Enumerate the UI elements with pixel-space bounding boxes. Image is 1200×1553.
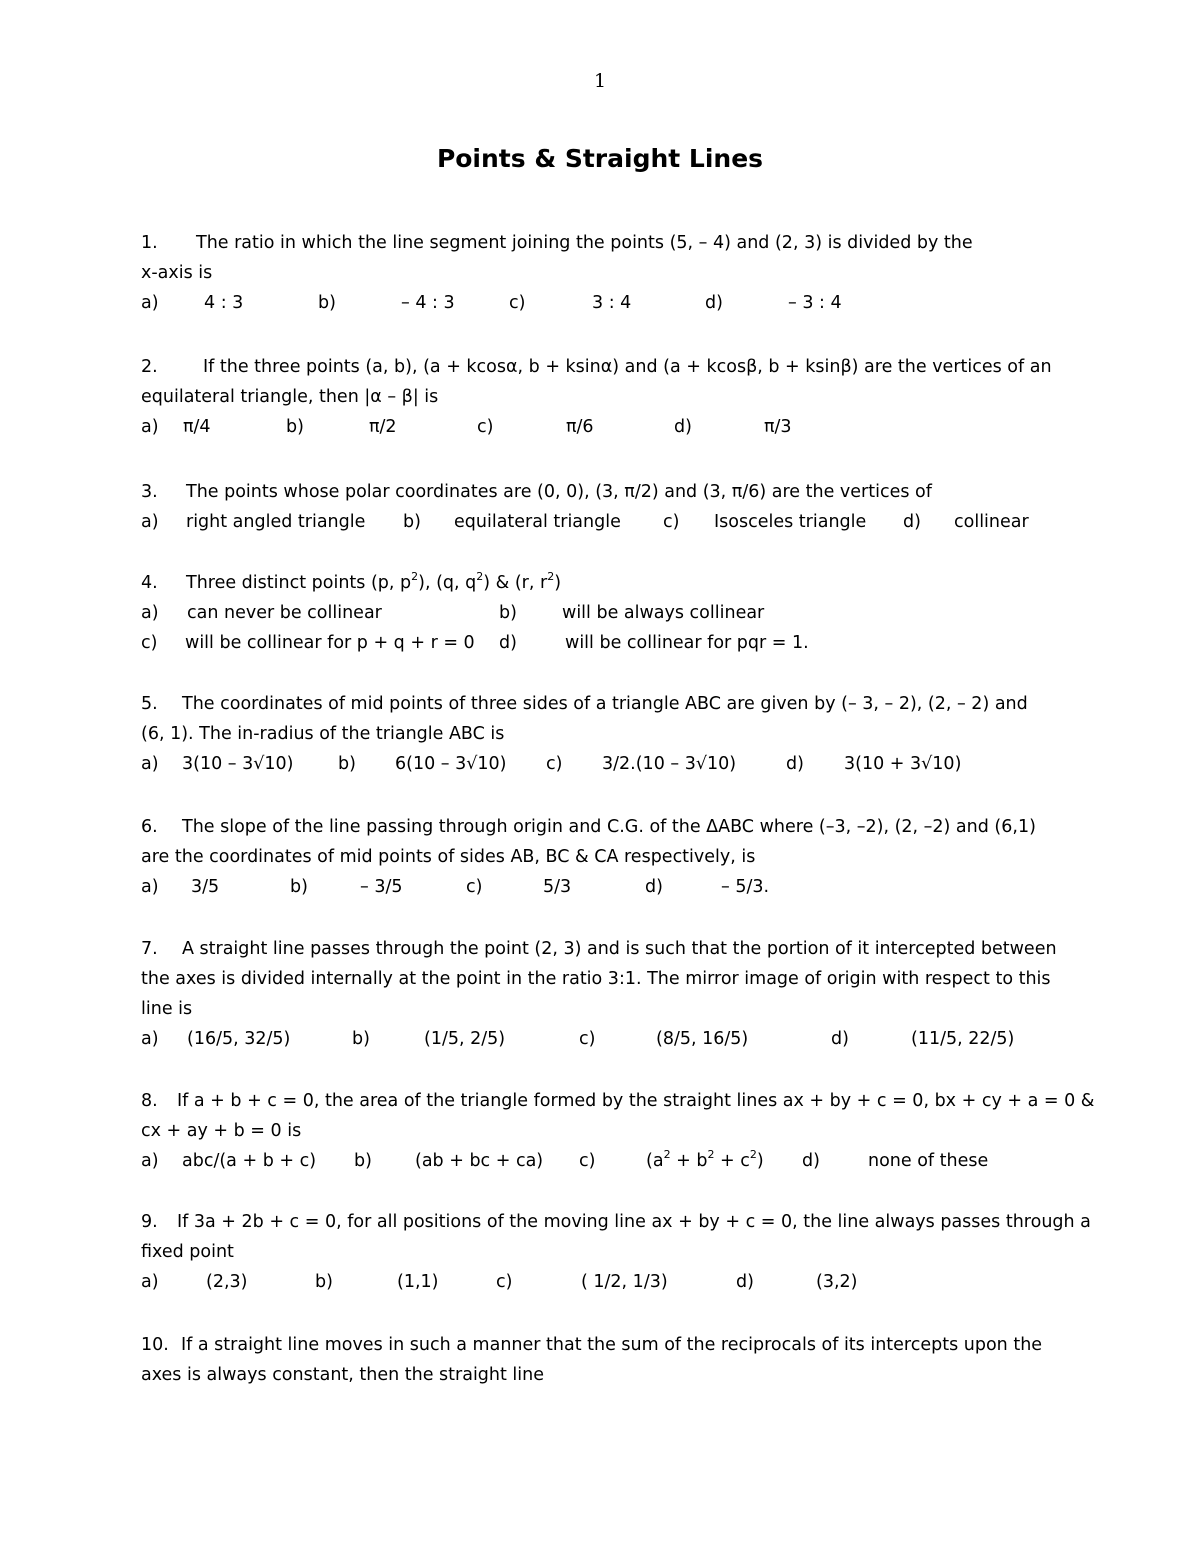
option-b-text: (1,1) — [397, 1272, 439, 1292]
option-c-text: will be collinear for p + q + r = 0 — [185, 633, 475, 653]
options-row — [141, 288, 1071, 318]
option-c-label: c) — [546, 754, 563, 774]
question-number: 8. — [141, 1091, 158, 1111]
question-number: 1. — [141, 233, 158, 253]
question-text: If 3a + 2b + c = 0, for all positions of the moving line ax + by + c = 0, the line always passes through a — [177, 1212, 1091, 1232]
options-row — [141, 412, 1071, 442]
option-d-label: d) — [786, 754, 804, 774]
option-b-label: b) — [315, 1272, 333, 1292]
option-c-label: c) — [509, 293, 526, 313]
option-b-label: b) — [352, 1029, 370, 1049]
option-d-label: d) — [645, 877, 663, 897]
option-d-text: – 3 : 4 — [788, 293, 842, 313]
question-1 — [141, 228, 1071, 318]
question-text: (6, 1). The in-radius of the triangle ABC is — [141, 724, 505, 744]
question-4 — [141, 568, 1071, 658]
option-b-label: b) — [290, 877, 308, 897]
option-d-text: π/3 — [764, 417, 792, 437]
question-text: Three distinct points (p, $p^2$), (q, $q^2$) & (r, $r^2$) — [186, 570, 562, 593]
option-c-label: c) — [579, 1029, 596, 1049]
options-row — [141, 1146, 1071, 1176]
option-b-label: b) — [318, 293, 336, 313]
question-stem — [141, 352, 1071, 382]
question-number: 4. — [141, 573, 158, 593]
option-b-text: – 4 : 3 — [401, 293, 455, 313]
question-number: 2. — [141, 357, 158, 377]
option-d-text: collinear — [954, 512, 1029, 532]
option-a-label: a) — [141, 417, 159, 437]
question-3 — [141, 477, 1071, 537]
question-text: cx + ay + b = 0 is — [141, 1121, 302, 1141]
option-b-label: b) — [354, 1151, 372, 1171]
question-text: The coordinates of mid points of three sides of a triangle ABC are given by (– 3, – 2), (2, – 2) and — [182, 694, 1028, 714]
option-b-text: will be always collinear — [562, 603, 765, 623]
question-text: axes is always constant, then the straight line — [141, 1365, 545, 1385]
option-a-label: a) — [141, 512, 159, 532]
option-b-label: b) — [499, 603, 517, 623]
question-text: A straight line passes through the point (2, 3) and is such that the portion of it intercepted between — [182, 939, 1057, 959]
option-b-text: equilateral triangle — [454, 512, 621, 532]
question-stem — [141, 1086, 1095, 1116]
options-row — [141, 749, 1071, 779]
options-row — [141, 628, 1071, 658]
question-text: fixed point — [141, 1242, 234, 1262]
option-c-label: c) — [466, 877, 483, 897]
page-number: 1 — [593, 70, 607, 92]
option-c-label: c) — [477, 417, 494, 437]
question-8 — [141, 1086, 1095, 1176]
question-number: 6. — [141, 817, 158, 837]
option-d-label: d) — [674, 417, 692, 437]
option-b-text: – 3/5 — [360, 877, 403, 897]
question-number: 10. — [141, 1335, 169, 1355]
option-a-text: right angled triangle — [186, 512, 366, 532]
option-a-text: can never be collinear — [187, 603, 382, 623]
question-text: The ratio in which the line segment joining the points (5, – 4) and (2, 3) is divided by the — [196, 233, 973, 253]
option-c-label: c) — [663, 512, 680, 532]
option-d-label: d) — [705, 293, 723, 313]
option-d-text: 3(10 + 3√10) — [844, 754, 962, 774]
option-d-label: d) — [499, 633, 517, 653]
option-b-text: (ab + bc + ca) — [415, 1151, 544, 1171]
question-stem — [141, 228, 1071, 258]
option-a-text: (2,3) — [206, 1272, 248, 1292]
option-c-text: 5/3 — [543, 877, 572, 897]
option-b-label: b) — [403, 512, 421, 532]
page-title: Points & Straight Lines — [436, 144, 764, 173]
option-c-label: c) — [496, 1272, 513, 1292]
option-c-text: Isosceles triangle — [714, 512, 867, 532]
option-a-text: abc/(a + b + c) — [182, 1151, 317, 1171]
option-a-text: 4 : 3 — [204, 293, 244, 313]
question-text: If the three points (a, b), (a + kcosα, b + ksinα) and (a + kcosβ, b + ksinβ) are the vertices of an — [203, 357, 1052, 377]
options-row — [141, 1267, 1071, 1297]
option-d-text: none of these — [868, 1151, 989, 1171]
question-6 — [141, 812, 1071, 902]
question-stem — [141, 477, 1071, 507]
option-c-text: ( 1/2, 1/3) — [581, 1272, 668, 1292]
option-a-label: a) — [141, 877, 159, 897]
option-c-text: π/6 — [566, 417, 594, 437]
option-b-text: (1/5, 2/5) — [424, 1029, 506, 1049]
question-text: If a + b + c = 0, the area of the triangle formed by the straight lines ax + by + c = 0, bx + cy + a = 0 & — [177, 1091, 1095, 1111]
option-b-label: b) — [286, 417, 304, 437]
question-stem — [141, 568, 1071, 598]
question-number: 7. — [141, 939, 158, 959]
option-a-text: (16/5, 32/5) — [187, 1029, 291, 1049]
question-9 — [141, 1207, 1091, 1297]
option-a-label: a) — [141, 1272, 159, 1292]
option-d-label: d) — [903, 512, 921, 532]
question-stem — [141, 689, 1071, 719]
option-b-text: π/2 — [369, 417, 397, 437]
question-text: line is — [141, 999, 193, 1019]
option-d-label: d) — [831, 1029, 849, 1049]
option-a-text: 3(10 – 3√10) — [182, 754, 294, 774]
option-a-label: a) — [141, 1151, 159, 1171]
options-row — [141, 598, 1071, 628]
option-c-label: c) — [141, 633, 158, 653]
options-row — [141, 872, 1071, 902]
question-text: x-axis is — [141, 263, 213, 283]
option-a-label: a) — [141, 603, 159, 623]
option-a-label: a) — [141, 754, 159, 774]
option-a-label: a) — [141, 1029, 159, 1049]
question-text: equilateral triangle, then |α – β| is — [141, 387, 439, 407]
question-text: are the coordinates of mid points of sides AB, BC & CA respectively, is — [141, 847, 756, 867]
option-c-text: $(a^2 + b^2 + c^2)$ — [646, 1148, 764, 1171]
option-d-text: will be collinear for pqr = 1. — [565, 633, 809, 653]
option-a-label: a) — [141, 293, 159, 313]
option-c-text: 3/2.(10 – 3√10) — [602, 754, 737, 774]
option-c-label: c) — [579, 1151, 596, 1171]
question-number: 9. — [141, 1212, 158, 1232]
question-number: 3. — [141, 482, 158, 502]
option-b-text: 6(10 – 3√10) — [395, 754, 507, 774]
option-c-text: 3 : 4 — [592, 293, 632, 313]
option-c-text: (8/5, 16/5) — [656, 1029, 749, 1049]
question-stem — [141, 812, 1071, 842]
question-number: 5. — [141, 694, 158, 714]
question-stem — [141, 1207, 1091, 1237]
question-stem — [141, 934, 1071, 964]
option-d-text: (3,2) — [816, 1272, 858, 1292]
question-2 — [141, 352, 1071, 442]
options-row — [141, 1024, 1071, 1054]
question-text: The points whose polar coordinates are (0, 0), (3, π/2) and (3, π/6) are the vertices of — [186, 482, 932, 502]
question-5 — [141, 689, 1071, 779]
question-text: The slope of the line passing through origin and C.G. of the ΔABC where (–3, –2), (2, –2) and (6,1) — [182, 817, 1036, 837]
question-stem — [141, 1330, 1071, 1360]
question-text: the axes is divided internally at the point in the ratio 3:1. The mirror image of origin with respect to this — [141, 969, 1051, 989]
question-10 — [141, 1330, 1071, 1390]
option-a-text: π/4 — [183, 417, 211, 437]
question-7 — [141, 934, 1071, 1054]
option-d-text: (11/5, 22/5) — [911, 1029, 1015, 1049]
option-b-label: b) — [338, 754, 356, 774]
options-row — [141, 507, 1071, 537]
option-d-label: d) — [736, 1272, 754, 1292]
question-text: If a straight line moves in such a manner that the sum of the reciprocals of its intercepts upon the — [181, 1335, 1043, 1355]
option-a-text: 3/5 — [191, 877, 220, 897]
option-d-text: – 5/3. — [721, 877, 770, 897]
option-d-label: d) — [802, 1151, 820, 1171]
